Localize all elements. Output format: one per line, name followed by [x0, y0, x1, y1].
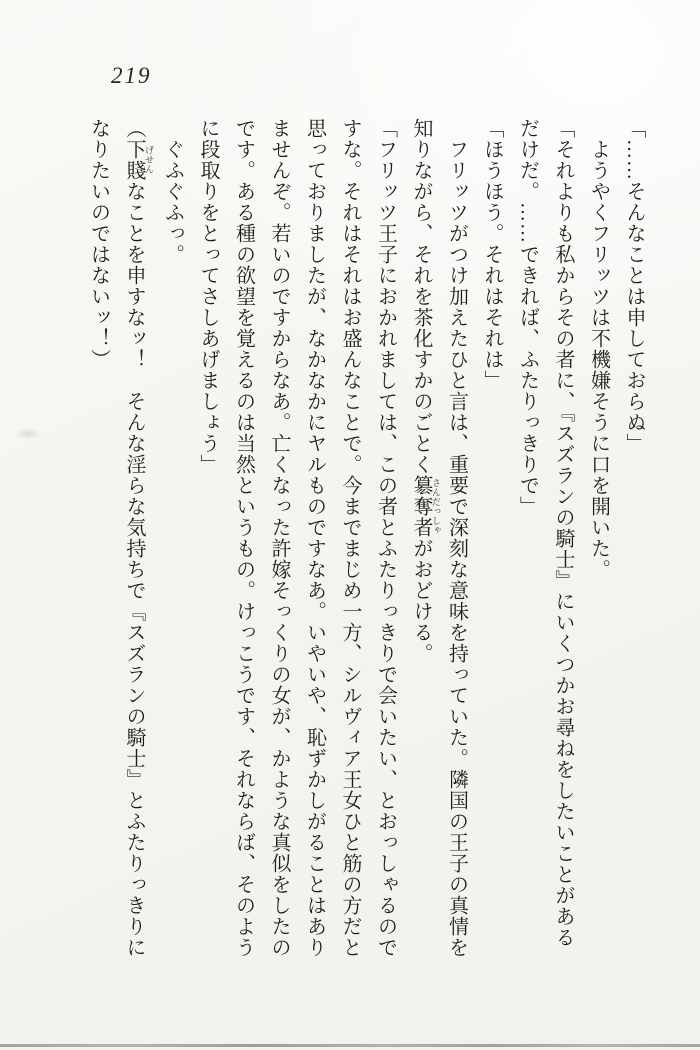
paragraph: 「フリッツ王子におかれましては、この者とふたりっきりで会いたい、とおっしゃるのですな。それはそれはお盛んなことで。今までまじめ一方、シルヴィア王女ひと筋の方だと思っておりましたが、なかなかにヤルものですなあ。いやいや、恥ずかしがることはありませんぞ。若いのですからなあ。亡くなった許嫁そっくりの女が、かような真似をしたのです。ある種の欲望を覚えるのは当然というもの。けっこうです、それならば、そのように段取りをとってさしあげましょう」	[197, 118, 397, 958]
furigana-term: 簒奪者 さんだっしゃ	[410, 475, 441, 538]
paragraph: 「ほうほう。それはそれは」	[481, 118, 503, 391]
furigana-term: 下賤 げせん	[123, 139, 154, 181]
text-area	[83, 118, 651, 960]
furigana-reading: げせん	[144, 139, 154, 181]
paragraph: （下賤 げせんなことを申すなッ！ そんな淫らな気持ちで『スズランの騎士』とふたりっきりになりたいのではないッ！）	[87, 118, 154, 958]
paragraph: 「……そんなことは申しておらぬ」	[623, 118, 645, 454]
paragraph: ようやくフリッツは不機嫌そうに口を開いた。	[587, 139, 610, 580]
furigana-reading: さんだっしゃ	[431, 475, 441, 538]
smudge-mark	[14, 428, 42, 440]
page-bottom-edge	[0, 1044, 700, 1047]
paragraph: ぐふぐふっ。	[161, 139, 184, 265]
page-number: 219	[111, 63, 152, 88]
paragraph: フリッツがつけ加えたひと言は、重要で深刻な意味を持っていた。隣国の王子の真情を知りながら、それを茶化すかのごとく簒奪者 さんだっしゃがおどける。	[410, 118, 468, 958]
paragraph: 「それよりも私からその者に、『スズランの騎士』にいくつかお尋ねをしたいことがあるだけだ。……できれば、ふたりっきりで」	[516, 118, 574, 948]
